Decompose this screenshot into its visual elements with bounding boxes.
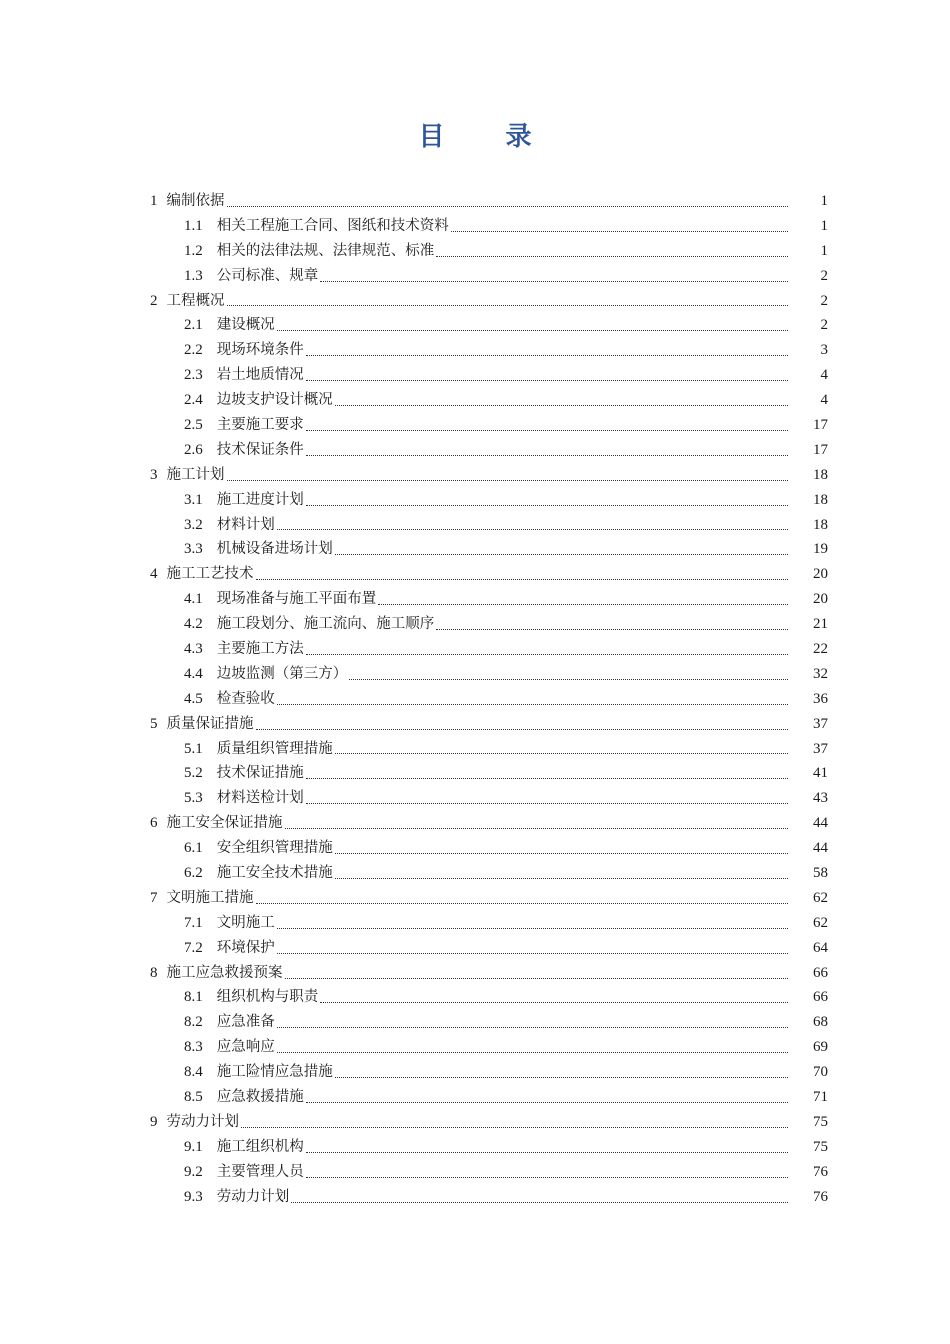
- toc-entry-title: 文明施工: [216, 914, 275, 931]
- toc-page-number: 4: [820, 392, 828, 409]
- toc-entry-title: 文明施工措施: [166, 889, 254, 906]
- toc-dot-leader: [306, 786, 788, 811]
- toc-section-entry[interactable]: [150, 214, 840, 239]
- toc-page-number: 3: [820, 342, 828, 359]
- toc-entry-title: 材料计划: [216, 516, 275, 533]
- toc-dot-leader: [335, 388, 788, 413]
- toc-entry-title: 施工工艺技术: [166, 566, 254, 583]
- toc-dot-leader: [306, 363, 788, 388]
- toc-entry-title: 工程概况: [166, 292, 225, 309]
- toc-section-entry[interactable]: [150, 388, 840, 413]
- toc-page-number: 75: [813, 1138, 828, 1155]
- toc-dot-leader: [277, 1010, 788, 1035]
- toc-section-entry[interactable]: [150, 836, 840, 861]
- toc-page-number: 21: [813, 616, 828, 633]
- toc-entry-number: 4: [150, 566, 158, 583]
- toc-entry-title: 质量保证措施: [166, 715, 254, 732]
- toc-page-number: 36: [813, 690, 828, 707]
- toc-dot-leader: [436, 239, 788, 264]
- toc-section-entry[interactable]: [150, 363, 840, 388]
- toc-entry-number: 3: [150, 466, 158, 483]
- toc-entry-number: 4.4: [184, 665, 203, 682]
- toc-entry-title: 施工组织机构: [216, 1138, 304, 1155]
- toc-entry-number: 6: [150, 815, 158, 832]
- toc-section-entry[interactable]: [150, 986, 840, 1011]
- toc-section-entry[interactable]: [150, 1185, 840, 1210]
- toc-entry-title: 建设概况: [216, 317, 275, 334]
- toc-page-number: 22: [813, 641, 828, 658]
- toc-chapter-entry[interactable]: [150, 1110, 840, 1135]
- toc-section-entry[interactable]: [150, 1010, 840, 1035]
- toc-section-entry[interactable]: [150, 438, 840, 463]
- toc-page-number: 71: [813, 1089, 828, 1106]
- toc-dot-leader: [306, 413, 788, 438]
- toc-dot-leader: [285, 961, 789, 986]
- toc-entry-number: 4.1: [184, 591, 203, 608]
- toc-dot-leader: [306, 1135, 788, 1160]
- toc-page-number: 62: [813, 889, 828, 906]
- toc-entry-number: 1.1: [184, 217, 203, 234]
- toc-dot-leader: [277, 1035, 788, 1060]
- toc-entry-number: 9.2: [184, 1163, 203, 1180]
- toc-entry-title: 材料送检计划: [216, 790, 304, 807]
- toc-section-entry[interactable]: [150, 488, 840, 513]
- toc-entry-title: 主要管理人员: [216, 1163, 304, 1180]
- toc-dot-leader: [451, 214, 788, 239]
- toc-page-number: 75: [813, 1113, 828, 1130]
- toc-page-number: 43: [813, 790, 828, 807]
- toc-dot-leader: [227, 189, 789, 214]
- toc-entry-number: 7.1: [184, 914, 203, 931]
- toc-chapter-entry[interactable]: [150, 811, 840, 836]
- toc-section-entry[interactable]: [150, 413, 840, 438]
- toc-chapter-entry[interactable]: [150, 886, 840, 911]
- toc-entry-title: 公司标准、规章: [216, 267, 319, 284]
- toc-entry-number: 2.1: [184, 317, 203, 334]
- toc-section-entry[interactable]: [150, 313, 840, 338]
- toc-dot-leader: [436, 612, 788, 637]
- toc-entry-title: 施工应急救援预案: [166, 964, 283, 981]
- toc-entry-number: 8.1: [184, 989, 203, 1006]
- table-of-contents: [150, 189, 840, 1210]
- toc-dot-leader: [320, 264, 788, 289]
- toc-section-entry[interactable]: [150, 1085, 840, 1110]
- toc-page-number: 66: [813, 989, 828, 1006]
- toc-section-entry[interactable]: [150, 861, 840, 886]
- toc-entry-number: 9.1: [184, 1138, 203, 1155]
- toc-entry-title: 劳动力计划: [216, 1188, 290, 1205]
- toc-page-number: 69: [813, 1039, 828, 1056]
- toc-page-number: 18: [813, 516, 828, 533]
- toc-section-entry[interactable]: [150, 612, 840, 637]
- toc-chapter-entry[interactable]: [150, 562, 840, 587]
- toc-entry-title: 现场准备与施工平面布置: [216, 591, 377, 608]
- toc-page-number: 17: [813, 441, 828, 458]
- toc-page-number: 32: [813, 665, 828, 682]
- toc-entry-number: 2.3: [184, 367, 203, 384]
- toc-dot-leader: [306, 488, 788, 513]
- toc-page-number: 44: [813, 815, 828, 832]
- toc-entry-number: 5: [150, 715, 158, 732]
- toc-dot-leader: [256, 562, 789, 587]
- toc-entry-title: 应急响应: [216, 1039, 275, 1056]
- toc-page-number: 2: [820, 267, 828, 284]
- toc-section-entry[interactable]: [150, 637, 840, 662]
- toc-dot-leader: [256, 712, 789, 737]
- toc-section-entry[interactable]: [150, 1035, 840, 1060]
- toc-dot-leader: [335, 537, 788, 562]
- toc-entry-number: 1: [150, 192, 158, 209]
- toc-section-entry[interactable]: [150, 537, 840, 562]
- toc-entry-number: 1.3: [184, 267, 203, 284]
- toc-entry-number: 2.2: [184, 342, 203, 359]
- toc-entry-title: 技术保证措施: [216, 765, 304, 782]
- toc-dot-leader: [306, 1160, 788, 1185]
- toc-page-number: 58: [813, 865, 828, 882]
- toc-entry-title: 劳动力计划: [166, 1113, 239, 1130]
- toc-entry-number: 5.3: [184, 790, 203, 807]
- toc-dot-leader: [306, 438, 788, 463]
- toc-entry-number: 2.6: [184, 441, 203, 458]
- toc-dot-leader: [227, 463, 789, 488]
- toc-page-number: 18: [813, 466, 828, 483]
- toc-dot-leader: [335, 1060, 788, 1085]
- toc-section-entry[interactable]: [150, 513, 840, 538]
- toc-entry-title: 组织机构与职责: [216, 989, 319, 1006]
- toc-entry-title: 环境保护: [216, 939, 275, 956]
- toc-page-number: 44: [813, 840, 828, 857]
- toc-dot-leader: [277, 911, 788, 936]
- toc-entry-number: 3.3: [184, 541, 203, 558]
- toc-section-entry[interactable]: [150, 936, 840, 961]
- toc-section-entry[interactable]: [150, 587, 840, 612]
- toc-entry-number: 8.2: [184, 1014, 203, 1031]
- toc-chapter-entry[interactable]: [150, 289, 840, 314]
- toc-page-number: 76: [813, 1188, 828, 1205]
- toc-dot-leader: [277, 687, 788, 712]
- toc-entry-title: 检查验收: [216, 690, 275, 707]
- toc-dot-leader: [378, 587, 788, 612]
- toc-dot-leader: [306, 338, 788, 363]
- toc-dot-leader: [306, 637, 788, 662]
- toc-entry-title: 编制依据: [166, 192, 225, 209]
- toc-section-entry[interactable]: [150, 1160, 840, 1185]
- toc-entry-title: 应急救援措施: [216, 1089, 304, 1106]
- toc-chapter-entry[interactable]: [150, 189, 840, 214]
- toc-section-entry[interactable]: [150, 264, 840, 289]
- toc-entry-title: 应急准备: [216, 1014, 275, 1031]
- toc-entry-title: 主要施工方法: [216, 641, 304, 658]
- toc-entry-number: 8.5: [184, 1089, 203, 1106]
- toc-page-number: 41: [813, 765, 828, 782]
- toc-page-number: 64: [813, 939, 828, 956]
- toc-entry-title: 边坡监测（第三方）: [216, 665, 348, 682]
- toc-entry-number: 2.5: [184, 417, 203, 433]
- toc-entry-title: 施工安全保证措施: [166, 815, 283, 832]
- toc-entry-title: 机械设备进场计划: [216, 541, 333, 558]
- toc-page-number: 1: [820, 192, 828, 209]
- toc-entry-number: 3.1: [184, 491, 203, 508]
- toc-entry-title: 相关工程施工合同、图纸和技术资料: [216, 217, 449, 234]
- toc-entry-number: 6.1: [184, 840, 203, 857]
- toc-entry-number: 2.4: [184, 392, 203, 409]
- toc-page-number: 18: [813, 491, 828, 508]
- toc-page-number: 1: [820, 217, 828, 234]
- toc-entry-title: 施工安全技术措施: [216, 865, 333, 882]
- toc-entry-number: 8.4: [184, 1064, 203, 1081]
- toc-entry-number: 5.2: [184, 765, 203, 782]
- toc-dot-leader: [349, 662, 788, 687]
- toc-section-entry[interactable]: [150, 239, 840, 264]
- toc-dot-leader: [335, 836, 788, 861]
- toc-page-number: 19: [813, 541, 828, 558]
- toc-entry-number: 3.2: [184, 516, 203, 533]
- toc-entry-number: 7: [150, 889, 158, 906]
- toc-section-entry[interactable]: [150, 338, 840, 363]
- toc-section-entry[interactable]: [150, 1135, 840, 1160]
- toc-entry-title: 边坡支护设计概况: [216, 392, 333, 409]
- toc-entry-number: 1.2: [184, 242, 203, 259]
- toc-page-number: 37: [813, 740, 828, 757]
- toc-section-entry[interactable]: [150, 761, 840, 786]
- toc-entry-title: 现场环境条件: [216, 342, 304, 359]
- toc-dot-leader: [227, 289, 789, 314]
- toc-section-entry[interactable]: [150, 662, 840, 687]
- toc-entry-number: 5.1: [184, 740, 203, 757]
- toc-dot-leader: [285, 811, 789, 836]
- toc-dot-leader: [306, 761, 788, 786]
- toc-entry-number: 4.3: [184, 641, 203, 658]
- toc-page-number: 62: [813, 914, 828, 931]
- toc-entry-number: 8.3: [184, 1039, 203, 1056]
- toc-entry-number: 4.2: [184, 616, 203, 633]
- toc-chapter-entry[interactable]: [150, 712, 840, 737]
- toc-section-entry[interactable]: [150, 737, 840, 762]
- toc-dot-leader: [291, 1185, 788, 1210]
- toc-page-number: 2: [820, 317, 828, 334]
- toc-entry-title: 主要施工要求: [216, 417, 304, 433]
- toc-section-entry[interactable]: [150, 911, 840, 936]
- toc-dot-leader: [277, 513, 788, 538]
- toc-section-entry[interactable]: [150, 687, 840, 712]
- toc-dot-leader: [320, 986, 788, 1011]
- toc-dot-leader: [335, 737, 788, 762]
- toc-entry-number: 6.2: [184, 865, 203, 882]
- toc-page-number: 1: [820, 242, 828, 259]
- toc-dot-leader: [277, 313, 788, 338]
- toc-entry-number: 9.3: [184, 1188, 203, 1205]
- toc-page-number: 68: [813, 1014, 828, 1031]
- toc-entry-title: 施工进度计划: [216, 491, 304, 508]
- toc-entry-number: 2: [150, 292, 158, 309]
- toc-entry-number: 9: [150, 1113, 158, 1130]
- toc-section-entry[interactable]: [150, 786, 840, 811]
- toc-page-number: 76: [813, 1163, 828, 1180]
- toc-entry-title: 施工险情应急措施: [216, 1064, 333, 1081]
- toc-section-entry[interactable]: [150, 1060, 840, 1085]
- toc-dot-leader: [335, 861, 788, 886]
- page-title: 目 录: [418, 122, 558, 152]
- toc-dot-leader: [241, 1110, 788, 1135]
- toc-chapter-entry[interactable]: [150, 463, 840, 488]
- toc-entry-title: 技术保证条件: [216, 441, 304, 458]
- toc-page-number: 2: [820, 292, 828, 309]
- toc-page-number: 37: [813, 715, 828, 732]
- toc-entry-title: 质量组织管理措施: [216, 740, 333, 757]
- toc-page-number: 20: [813, 566, 828, 583]
- toc-dot-leader: [306, 1085, 788, 1110]
- toc-entry-number: 4.5: [184, 690, 203, 707]
- toc-page-number: 70: [813, 1064, 828, 1081]
- toc-dot-leader: [277, 936, 788, 961]
- toc-page-number: 20: [813, 591, 828, 608]
- toc-entry-title: 施工计划: [166, 466, 225, 483]
- toc-entry-number: 7.2: [184, 939, 203, 956]
- toc-page-number: 4: [820, 367, 828, 384]
- toc-dot-leader: [256, 886, 789, 911]
- toc-entry-title: 安全组织管理措施: [216, 840, 333, 857]
- toc-page-number: 66: [813, 964, 828, 981]
- toc-entry-title: 岩土地质情况: [216, 367, 304, 384]
- toc-entry-title: 施工段划分、施工流向、施工顺序: [216, 616, 435, 633]
- toc-page-number: 17: [813, 417, 828, 433]
- toc-chapter-entry[interactable]: [150, 961, 840, 986]
- toc-entry-number: 8: [150, 964, 158, 981]
- toc-entry-title: 相关的法律法规、法律规范、标准: [216, 242, 435, 259]
